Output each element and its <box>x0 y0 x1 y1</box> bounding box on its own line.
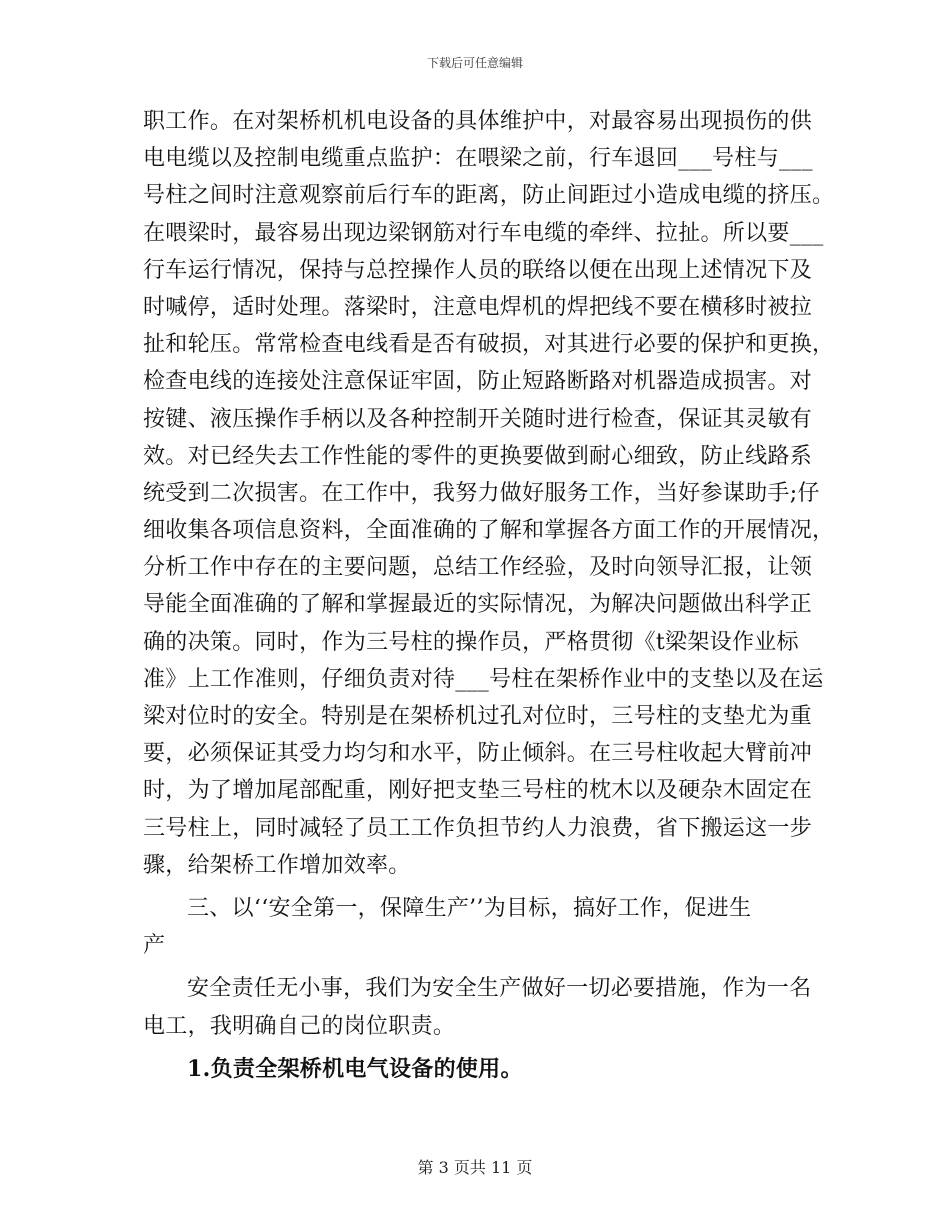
text-line: 职工作。在对架桥机机电设备的具体维护中，对最容易出现损伤的供 <box>143 109 813 134</box>
text-line: 导能全面准确的了解和掌握最近的实际情况，为解决问题做出科学正 <box>143 592 813 618</box>
text-line: 号柱之间时注意观察前后行车的距离，防止间距过小造成电缆的挤压。 <box>143 183 835 209</box>
body-text <box>143 103 835 1088</box>
text-line: 时，为了增加尾部配重，刚好把支垫三号柱的枕木以及硬杂木固定在 <box>143 778 813 804</box>
text-line: 统受到二次损害。在工作中，我努力做好服务工作，当好参谋助手;仔 <box>143 480 820 506</box>
section-heading: 三、以‘‘安全第一，保障生产’’为目标，搞好工作，促进生 <box>187 895 752 921</box>
text-line: 电工，我明确自己的岗位职责。 <box>143 1013 456 1039</box>
text-line: 扯和轮压。常常检查电线看是否有破损，对其进行必要的保护和更换， <box>143 332 835 358</box>
text-line: 确的决策。同时，作为三号柱的操作员，严格贯彻《t梁架设作业标 <box>143 629 799 655</box>
text-line: 安全责任无小事，我们为安全生产做好一切必要措施，作为一名 <box>187 976 812 1002</box>
page-footer: 第 3 页共 11 页 <box>417 1158 533 1177</box>
text-line: 要，必须保证其受力均匀和水平，防止倾斜。在三号柱收起大臂前冲 <box>143 741 813 767</box>
section-heading-continued: 产 <box>143 933 166 959</box>
text-line: 效。对已经失去工作性能的零件的更换要做到耐心细致，防止线路系 <box>143 443 813 469</box>
page-header: 下载后可任意编辑 <box>426 56 523 70</box>
text-line: 骤，给架桥工作增加效率。 <box>143 852 411 878</box>
text-line: 准》上工作准则，仔细负责对待___号柱在架桥作业中的支垫以及在运 <box>143 666 824 692</box>
text-line: 三号柱上，同时减轻了员工工作负担节约人力浪费，省下搬运这一步 <box>143 815 813 841</box>
text-line: 电电缆以及控制电缆重点监护：在喂梁之前，行车退回___号柱与___ <box>143 146 813 172</box>
text-line: 行车运行情况，保持与总控操作人员的联络以便在出现上述情况下及 <box>143 257 813 283</box>
text-line: 梁对位时的安全。特别是在架桥机过孔对位时，三号柱的支垫尤为重 <box>143 704 813 729</box>
text-line: 检查电线的连接处注意保证牢固，防止短路断路对机器造成损害。对 <box>143 369 813 395</box>
text-line: 按键、液压操作手柄以及各种控制开关随时进行检查，保证其灵敏有 <box>143 406 813 432</box>
text-line: 分析工作中存在的主要问题，总结工作经验，及时向领导汇报，让领 <box>143 555 813 581</box>
text-line: 在喂梁时，最容易出现边梁钢筋对行车电缆的牵绊、拉扯。所以要___ <box>143 220 824 246</box>
list-item-heading: 1.负责全架桥机电气设备的使用。 <box>187 1055 523 1082</box>
text-line: 细收集各项信息资料，全面准确的了解和掌握各方面工作的开展情况， <box>143 518 835 544</box>
text-line: 时喊停，适时处理。落梁时，注意电焊机的焊把线不要在横移时被拉 <box>143 294 813 320</box>
